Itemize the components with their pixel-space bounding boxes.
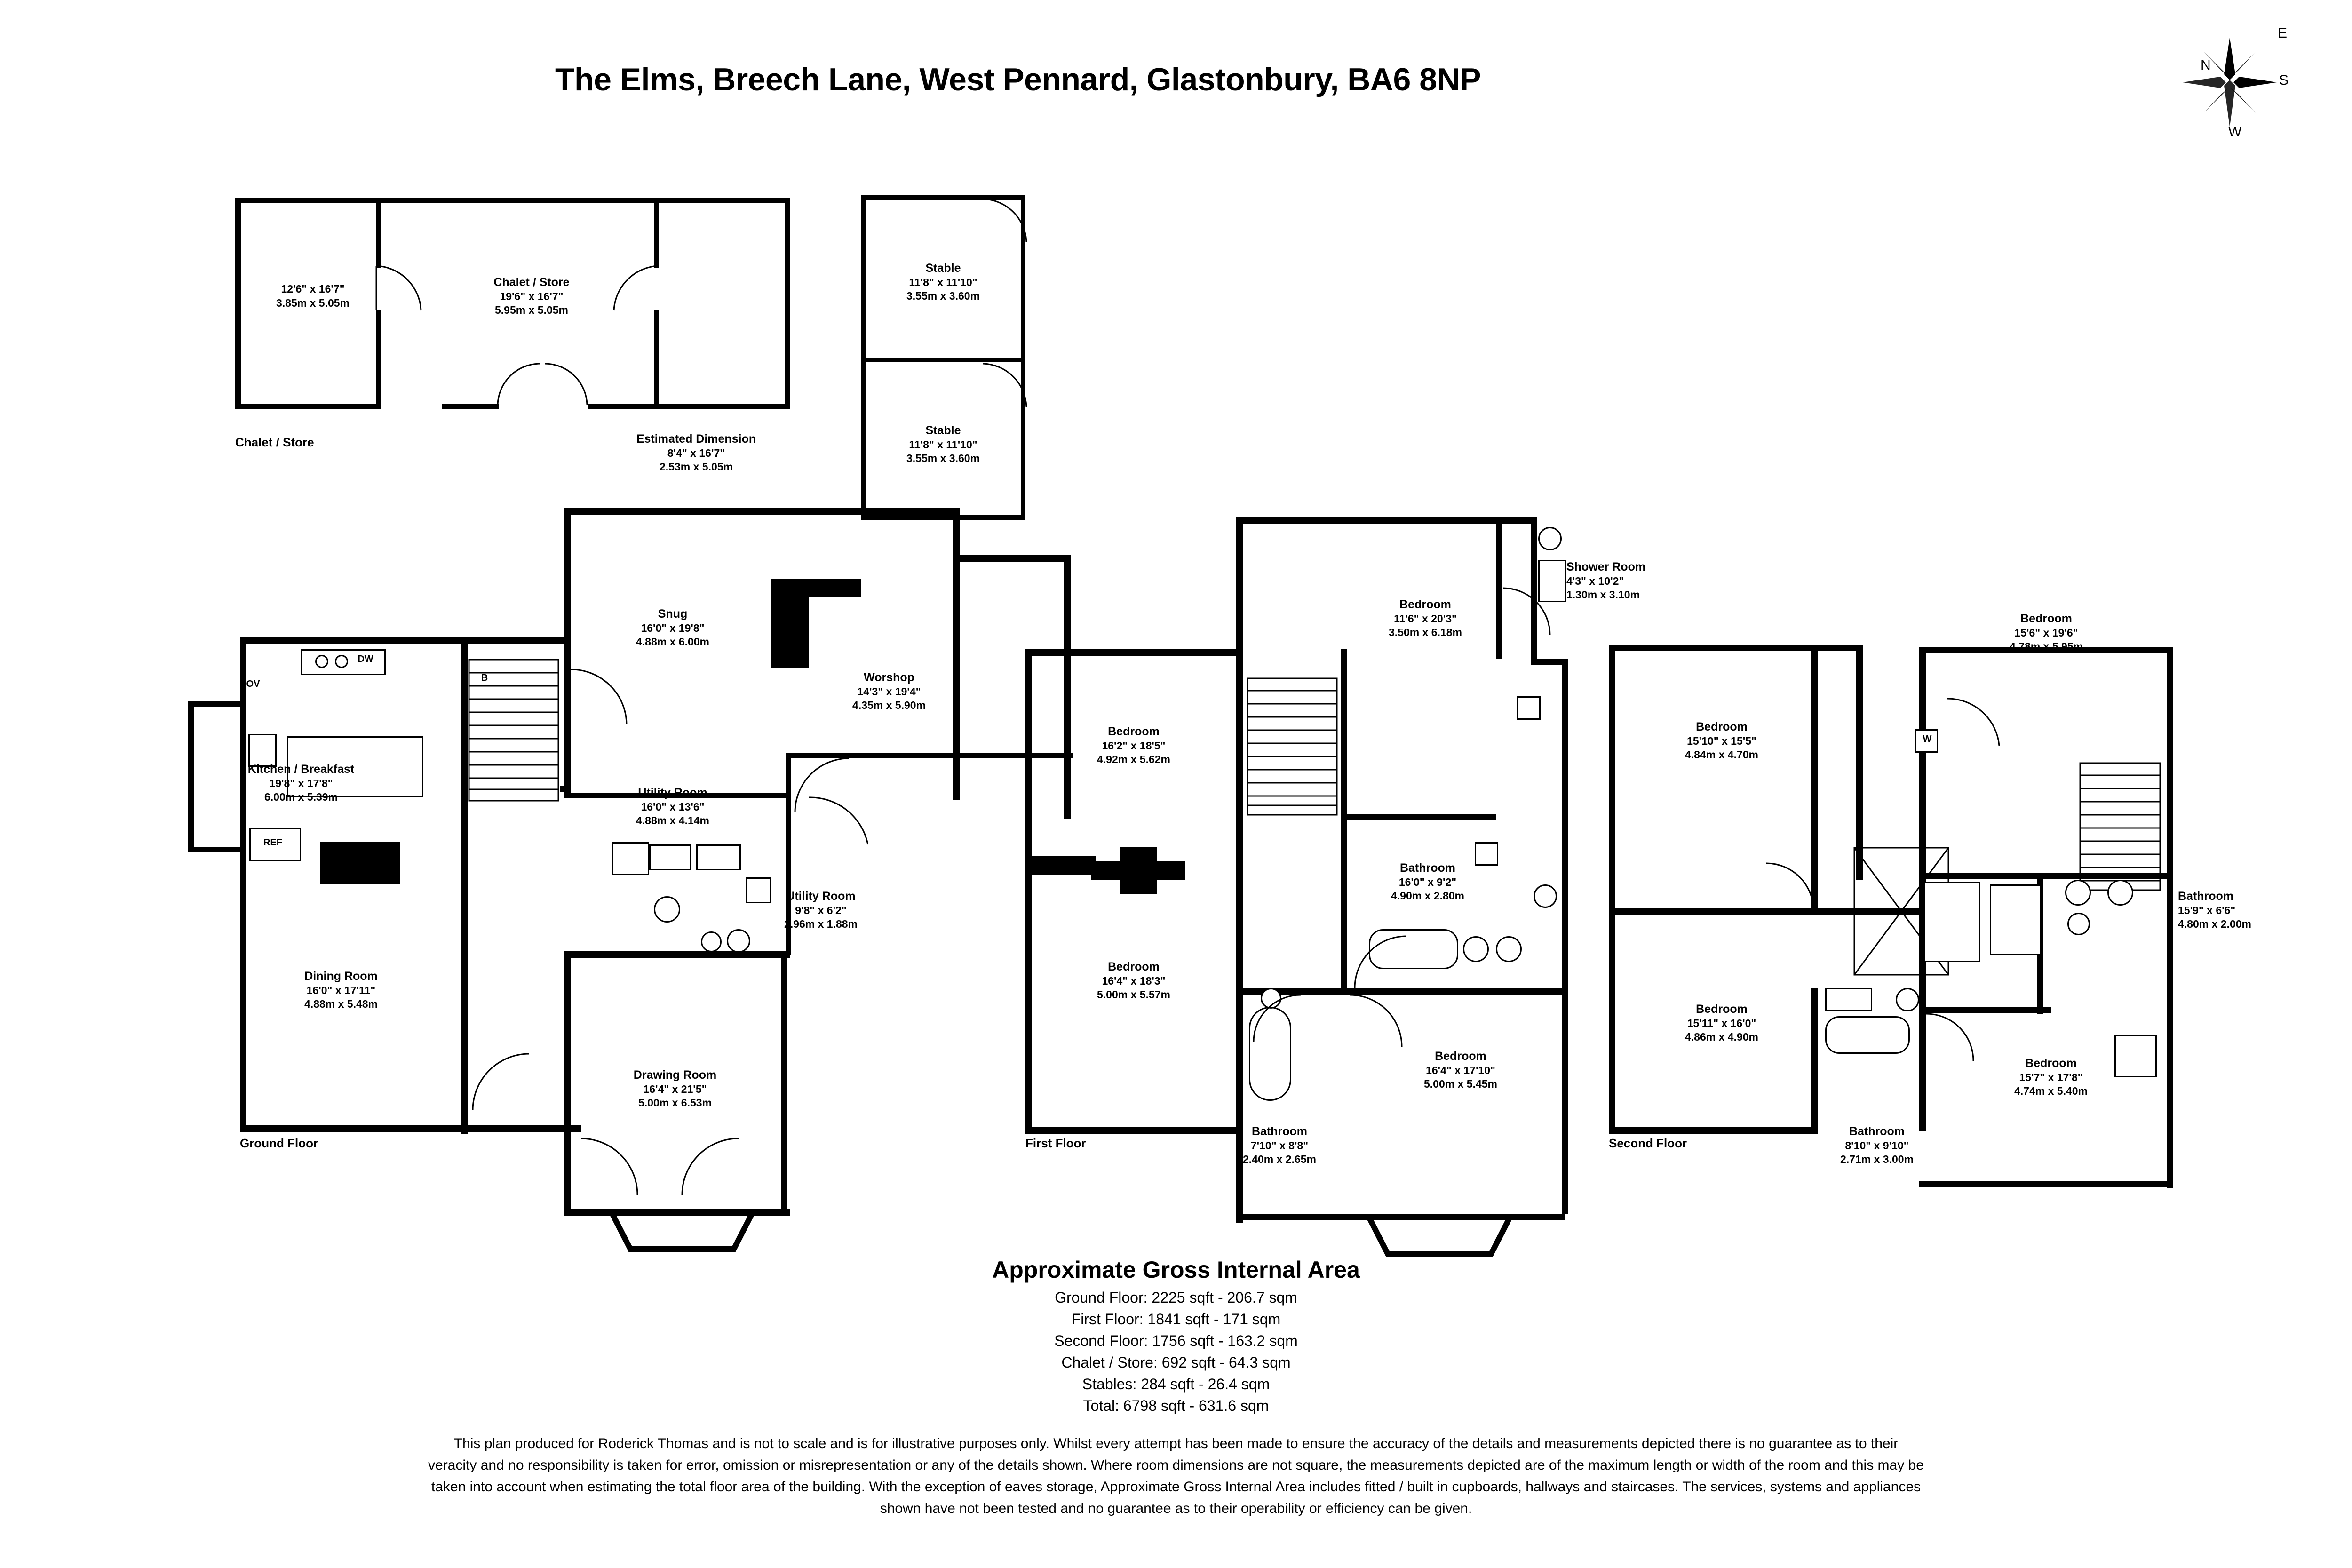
room-second-bathroom-2: Bathroom 8'10" x 9'10" 2.71m x 3.00m <box>1840 1125 1914 1165</box>
wall <box>1919 1181 2173 1187</box>
wall <box>564 951 571 1135</box>
wall <box>1609 645 1863 651</box>
compass-label-e: E <box>2278 25 2288 41</box>
floor-label-first: First Floor <box>1025 1136 1086 1150</box>
wall <box>564 508 960 515</box>
shower-enclosure <box>1924 882 1980 962</box>
appliance-tag-ov: OV <box>246 679 260 689</box>
wc-bowl <box>1896 988 1919 1011</box>
wall <box>781 951 787 1215</box>
area-summary-title: Approximate Gross Internal Area <box>992 1257 1360 1283</box>
wall <box>1609 645 1615 1134</box>
wall <box>2167 647 2173 1188</box>
door-arc <box>1350 993 1406 1049</box>
room-utility-1: Utility Room 16'0" x 13'6" 4.88m x 4.14m <box>636 786 709 827</box>
basin-bowl <box>1463 936 1489 962</box>
appliance-tag-ref: REF <box>263 837 282 848</box>
room-second-bedroom-1: Bedroom 15'10" x 15'5" 4.84m x 4.70m <box>1685 720 1758 761</box>
compass-label-s: S <box>2279 72 2289 88</box>
area-line-second: Second Floor: 1756 sqft - 163.2 sqm <box>1054 1332 1298 1349</box>
wall <box>461 637 468 1134</box>
disclaimer-line-1: This plan produced for Roderick Thomas and is not to scale and is for illustrative purposes only. Whilst every attempt has been made to ensure the accuracy of the details and measurements depicted there is no guarantee as to their <box>453 1436 1899 1451</box>
basin-bowl <box>2065 880 2091 906</box>
door-arc <box>571 668 632 729</box>
room-first-bedroom-3: Bedroom 11'6" x 20'3" 3.50m x 6.18m <box>1388 598 1462 638</box>
wall <box>188 701 242 707</box>
wall <box>240 637 569 644</box>
door-arc <box>374 266 430 318</box>
wall <box>1025 649 1032 1134</box>
door-arc <box>1501 588 1552 640</box>
area-line-stables: Stables: 284 sqft - 26.4 sqm <box>1082 1376 1270 1393</box>
wall <box>588 404 790 409</box>
wall <box>654 198 659 268</box>
wall <box>1025 649 1242 656</box>
wall <box>240 1125 461 1132</box>
compass-rose <box>2159 19 2300 141</box>
wall <box>1562 659 1568 1214</box>
basin-bowl <box>727 929 750 953</box>
hob-ring <box>315 655 328 668</box>
disclaimer-line-4: shown have not been tested and no guarantee as to their operability or efficiency can be given. <box>880 1501 1472 1516</box>
wall <box>1236 517 1537 524</box>
room-first-shower: Shower Room 4'3" x 10'2" 1.30m x 3.10m <box>1566 560 1646 601</box>
room-utility-2: Utility Room 9'8" x 6'2" 2.96m x 1.88m <box>784 890 858 930</box>
wall <box>1811 988 1818 1134</box>
room-first-bedroom-4: Bedroom 16'4" x 17'10" 5.00m x 5.45m <box>1423 1050 1497 1090</box>
page-title: The Elms, Breech Lane, West Pennard, Glastonbury, BA6 8NP <box>555 62 1481 97</box>
wall <box>1341 814 1347 993</box>
wall <box>953 555 1071 562</box>
shower-enclosure <box>1990 884 2042 955</box>
bathtub <box>1825 1016 1910 1054</box>
room-second-bathroom-1: Bathroom 15'9" x 6'6" 4.80m x 2.00m <box>2178 890 2252 930</box>
door-arc-double <box>673 1136 743 1197</box>
wall <box>188 701 194 852</box>
basin-bowl <box>1496 936 1522 962</box>
wall <box>235 198 790 203</box>
wall <box>785 198 790 409</box>
wall <box>1341 649 1347 819</box>
room-second-bedroom-4: Bedroom 15'7" x 17'8" 4.74m x 5.40m <box>2014 1057 2088 1097</box>
door-arc <box>983 198 1035 249</box>
door-arc <box>1355 936 1411 993</box>
wall <box>786 753 791 814</box>
wall <box>654 310 659 409</box>
room-first-bedroom-2: Bedroom 16'4" x 18'3" 5.00m x 5.57m <box>1097 960 1170 1001</box>
room-snug: Snug 16'0" x 19'8" 4.88m x 6.00m <box>636 607 709 648</box>
door-arc-double <box>470 1051 541 1113</box>
door-arc <box>1947 696 2004 748</box>
wall <box>376 198 381 268</box>
vanity-unit <box>1825 988 1872 1011</box>
door-arc <box>983 362 1035 414</box>
chalet-estimated-dimension: Estimated Dimension 8'4" x 16'7" 2.53m x 5.05m <box>636 432 756 473</box>
wall <box>442 404 499 409</box>
appliance-tag-b: B <box>481 673 488 683</box>
room-first-bathroom-2: Bathroom 7'10" x 8'8" 2.40m x 2.65m <box>1242 1125 1316 1165</box>
room-workshop: Worshop 14'3" x 19'4" 4.35m x 5.90m <box>852 671 926 711</box>
hob-ring <box>335 655 348 668</box>
disclaimer-line-3: taken into account when estimating the total floor area of the building. With the exception of eaves storage, Approximate Gross Internal Area includes fitted / built in cupboards, hallways and staircases. The services, systems and appliances <box>431 1479 1921 1495</box>
area-line-total: Total: 6798 sqft - 631.6 sqm <box>1083 1397 1269 1414</box>
wc-bowl <box>2067 913 2090 935</box>
wall <box>1341 814 1496 820</box>
door-arc <box>809 795 875 847</box>
bay-window <box>607 1211 762 1258</box>
area-line-first: First Floor: 1841 sqft - 171 sqm <box>1071 1311 1281 1328</box>
utility-counter <box>612 842 649 875</box>
wall <box>1919 1007 2051 1013</box>
stable-1: Stable 11'8" x 11'10" 3.55m x 3.60m <box>906 262 980 302</box>
wall <box>1064 555 1071 819</box>
sink-bowl <box>654 896 680 923</box>
floor-label-second: Second Floor <box>1609 1136 1687 1150</box>
wall <box>188 847 242 852</box>
floor-label-chalet: Chalet / Store <box>235 435 314 449</box>
floor-label-ground: Ground Floor <box>240 1136 318 1150</box>
wall <box>1856 645 1863 880</box>
door-arc <box>1924 1014 1976 1066</box>
wall <box>786 814 791 955</box>
wall <box>235 404 376 409</box>
wall <box>564 637 571 793</box>
door-arc-double <box>579 1136 649 1197</box>
chalet-room-b: Chalet / Store 19'6" x 16'7" 5.95m x 5.05m <box>493 276 570 316</box>
wc-bowl <box>1534 884 1557 908</box>
wall <box>376 310 381 409</box>
door-arc <box>1251 993 1303 1044</box>
room-kitchen-breakfast: Kitchen / Breakfast 19'8" x 17'8" 6.00m x 5.39m <box>247 763 355 803</box>
washing-machine-unit <box>696 844 741 870</box>
room-drawing: Drawing Room 16'4" x 21'5" 5.00m x 6.53m <box>633 1068 717 1109</box>
wall <box>861 358 1025 362</box>
basin-bowl <box>2107 880 2133 906</box>
stable-2: Stable 11'8" x 11'10" 3.55m x 3.60m <box>906 424 980 464</box>
area-line-ground: Ground Floor: 2225 sqft - 206.7 sqm <box>1055 1289 1297 1306</box>
compass-label-w: W <box>2228 124 2242 140</box>
wall <box>564 1129 571 1214</box>
compass-label-n: N <box>2201 57 2211 73</box>
room-first-bathroom-1: Bathroom 16'0" x 9'2" 4.90m x 2.80m <box>1391 861 1464 902</box>
door-arc-double <box>496 362 590 409</box>
tag-wardrobe-w: W <box>1923 734 1932 744</box>
chimney-block <box>800 579 861 597</box>
wall <box>235 198 241 409</box>
wardrobe-box <box>1517 696 1541 720</box>
area-line-chalet: Chalet / Store: 692 sqft - 64.3 sqm <box>1061 1354 1291 1371</box>
disclaimer-line-2: veracity and no responsibility is taken for error, omission or misrepresentation or any of the details shown. Where room dimensions are not square, the measurements depicted are of the maximum length or width of the room and this may be <box>428 1457 1924 1473</box>
room-dining: Dining Room 16'0" x 17'11" 4.88m x 5.48m <box>304 970 378 1010</box>
wc-bowl <box>701 931 722 952</box>
wall <box>459 1125 581 1132</box>
room-second-bedroom-2: Bedroom 15'11" x 16'0" 4.86m x 4.90m <box>1685 1003 1758 1043</box>
wall <box>1236 988 1243 1223</box>
room-second-bedroom-3: Bedroom 15'6" x 19'6" 4.78m x 5.95m <box>2009 612 2083 653</box>
wall <box>1025 856 1096 875</box>
chimney-block <box>1120 847 1157 894</box>
wall <box>1609 1127 1811 1134</box>
wall <box>240 637 246 1131</box>
staircase <box>1247 677 1341 819</box>
wc-bowl <box>1538 527 1562 550</box>
staircase <box>2079 762 2164 894</box>
appliance-tag-dw: DW <box>358 654 373 664</box>
door-arc <box>1764 861 1816 913</box>
chalet-room-a: 12'6" x 16'7" 3.85m x 5.05m <box>276 283 350 309</box>
wall <box>564 951 790 958</box>
dryer-unit <box>649 844 691 870</box>
fireplace-block <box>320 842 400 884</box>
room-first-bedroom-1: Bedroom 16'2" x 18'5" 4.92m x 5.62m <box>1097 725 1170 765</box>
wall <box>861 515 1025 520</box>
